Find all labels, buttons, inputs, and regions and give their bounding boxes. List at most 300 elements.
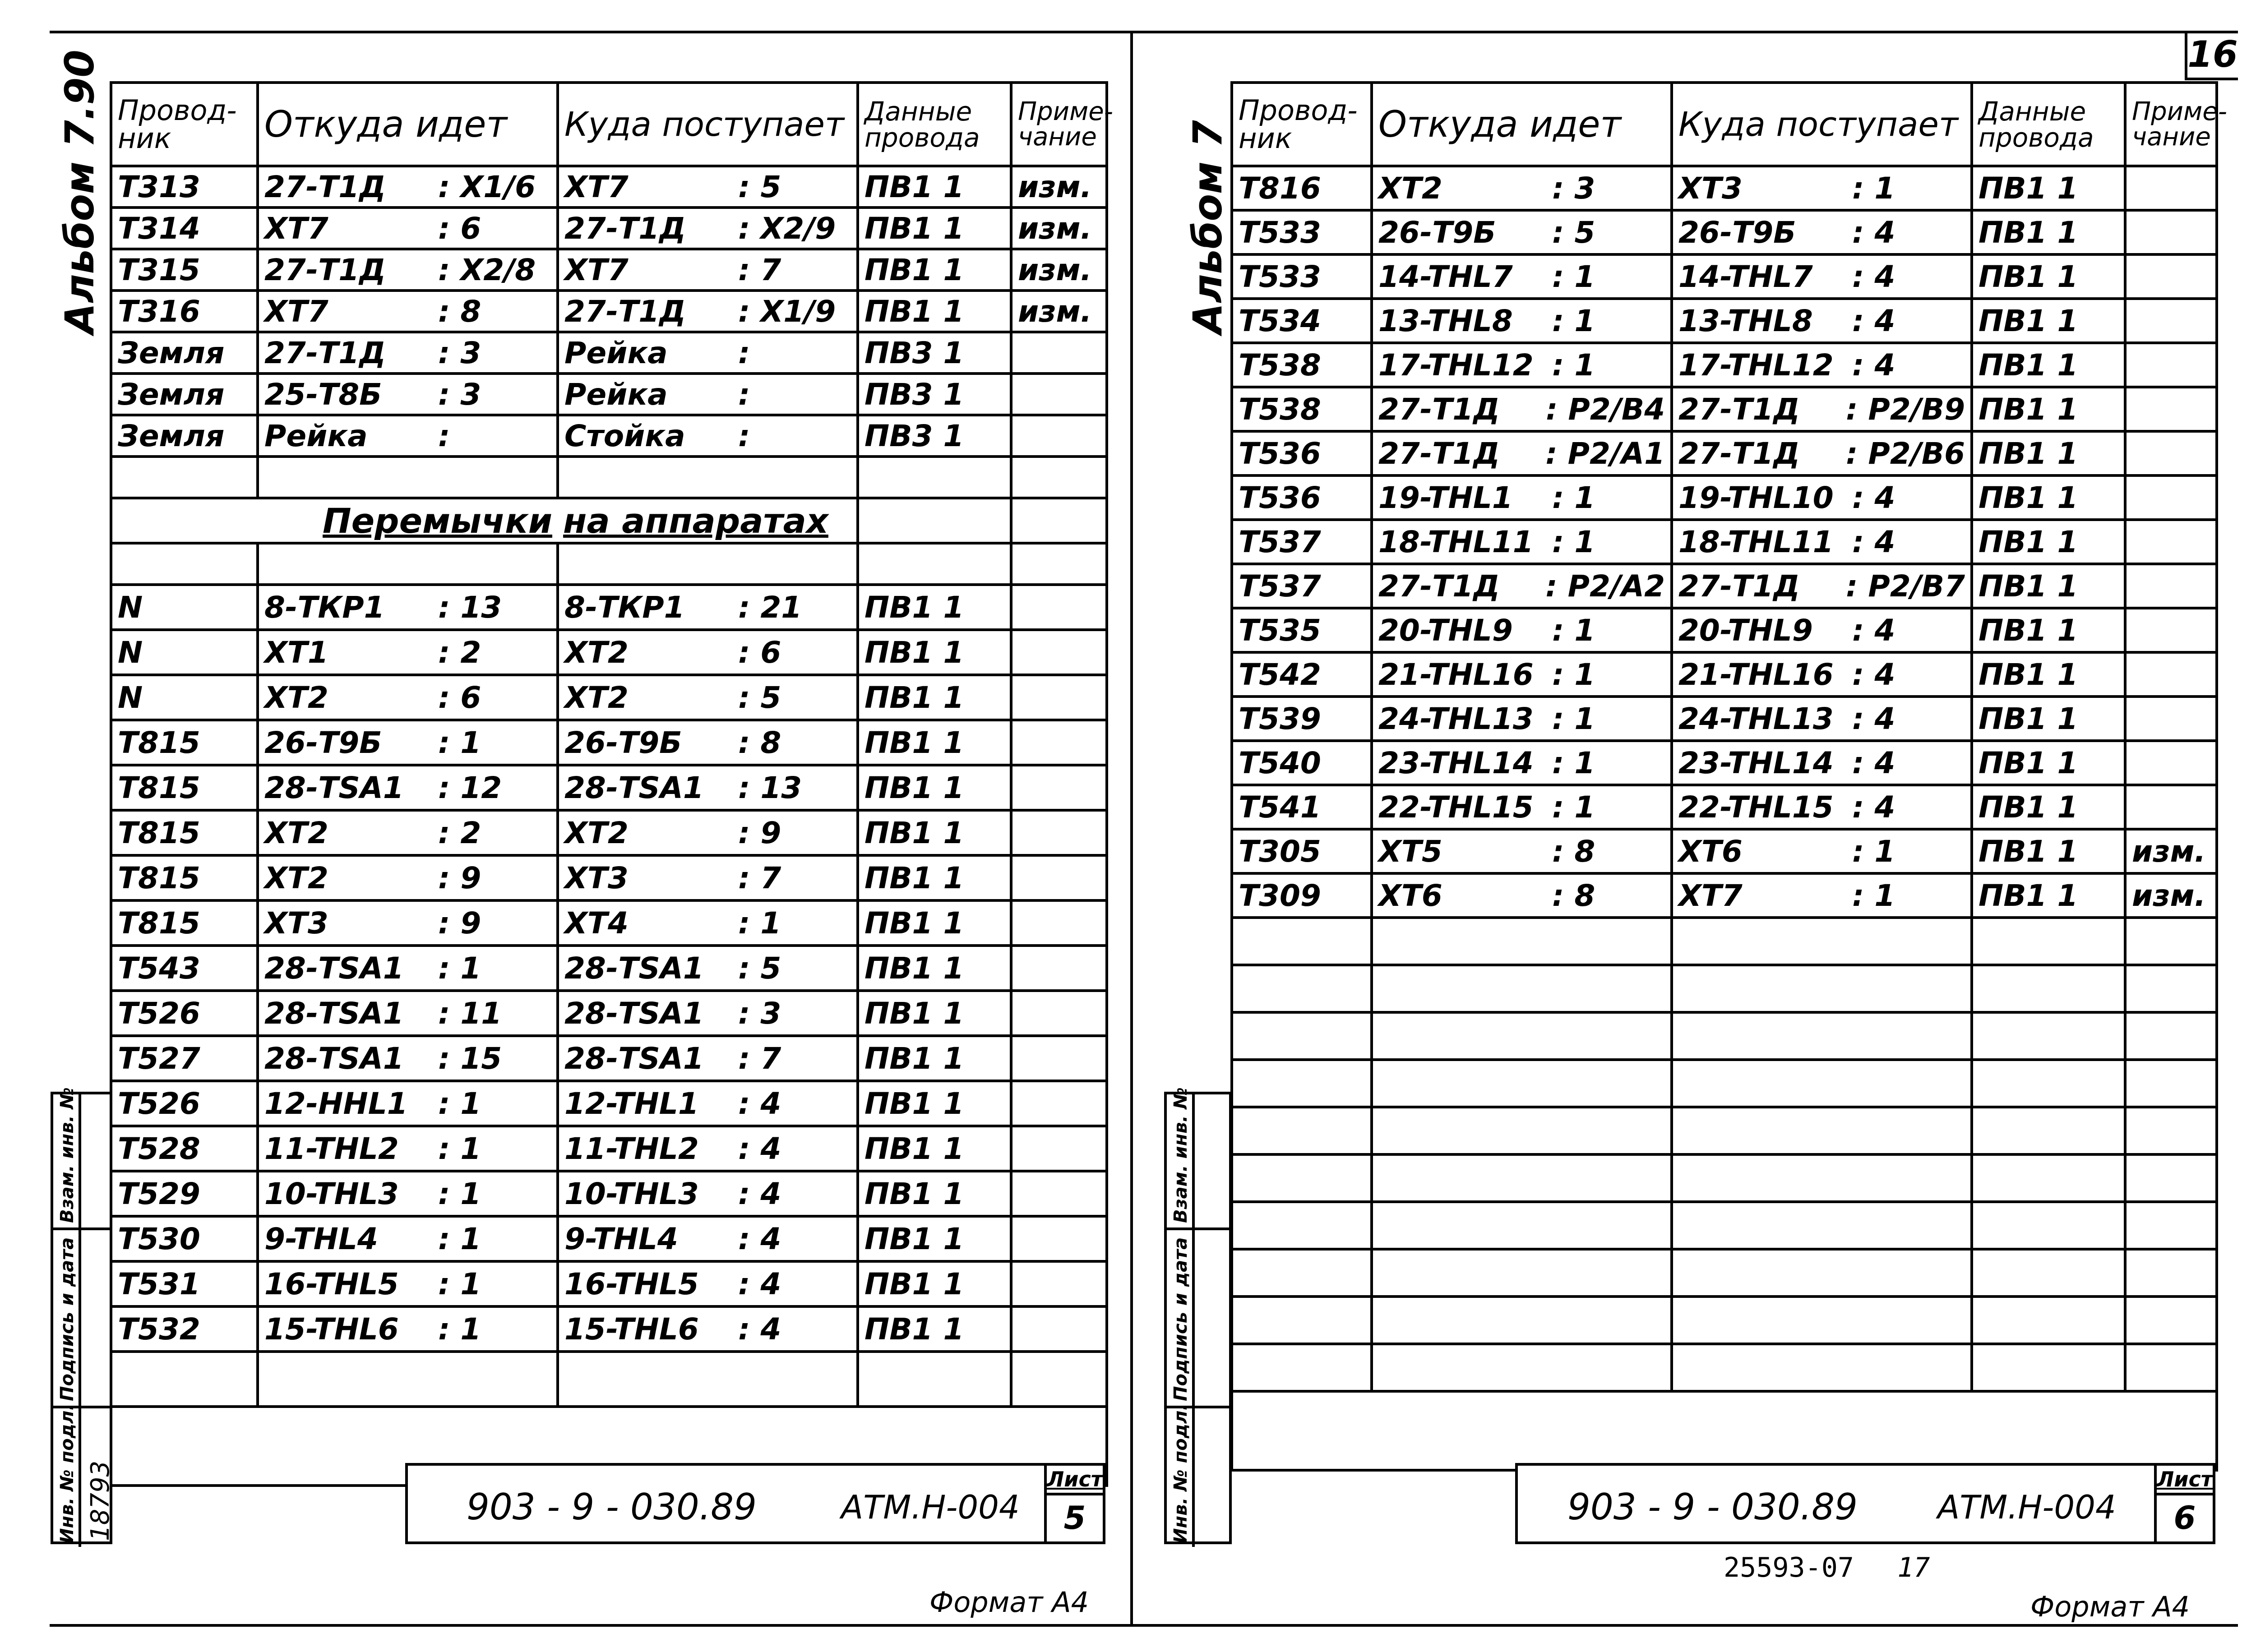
top-rule [50,31,2238,33]
left-sheet-number: 5 [1063,1500,1086,1537]
wire-text: Т528 [118,1131,200,1166]
from-pin: : Х1/6 [438,169,536,204]
wire-cell [111,675,258,720]
to-cell [558,765,858,810]
to-cell [558,946,858,991]
to-pin: : 4 [738,1221,781,1256]
to-component: ХТ4 [564,905,629,941]
from-cell [1372,608,1672,652]
to-cell [558,855,858,900]
to-pin: : Р2/В7 [1846,568,1965,604]
wire-text: Т815 [118,860,200,895]
wire-cell [1232,652,1372,697]
header-from: Откуда идет [1372,83,1672,166]
table-row [111,720,1107,765]
wire-data: ПВ1 1 [864,860,964,895]
to-cell [1672,475,1972,520]
wire-cell [111,291,258,332]
wire-cell [1232,210,1372,254]
table-row [1232,608,2217,652]
wire-data-cell [858,1126,1011,1171]
from-component: ХТ7 [264,211,328,246]
wire-data: ПВ1 1 [864,770,964,805]
wire-data-cell [858,415,1011,457]
to-component: ХТ7 [564,169,629,204]
right-header-row [1232,83,2217,166]
to-pin: : 4 [1852,657,1895,692]
wire-text: N [118,635,143,670]
to-pin: : 8 [738,725,781,760]
wire-text: Т540 [1239,745,1321,780]
wire-data: ПВ3 1 [864,335,964,370]
to-cell [558,374,858,415]
to-pin: : Р2/В6 [1846,436,1965,471]
wire-data-cell [1972,210,2125,254]
wire-cell [111,810,258,855]
from-component: 17-THL12 [1378,347,1534,383]
wire-data-cell [858,332,1011,374]
to-cell [1672,652,1972,697]
from-cell [258,900,558,946]
to-pin: : 4 [738,1311,781,1347]
note-cell [2125,652,2217,697]
from-cell [258,166,558,208]
from-component: 27-Т1Д [1378,392,1500,427]
wire-data: ПВ1 1 [864,590,964,625]
note-cell [2125,387,2217,431]
wire-text: Т542 [1239,657,1321,692]
wire-data: ПВ1 1 [1979,568,2078,604]
wire-text: Т815 [118,815,200,850]
from-pin: : 1 [438,1131,481,1166]
table-row [111,855,1107,900]
to-component: ХТ2 [564,815,629,850]
to-cell [1672,564,1972,608]
to-component: 11-THL2 [564,1131,699,1166]
left-wire-table [110,81,1113,1487]
from-pin: : Х2/8 [438,252,536,287]
from-cell [1372,741,1672,785]
header-note: Приме-чание [2125,83,2217,166]
right-side-label-1: Подпись и дата [1170,1237,1191,1401]
to-component: 18-THL11 [1678,524,1834,559]
to-cell [1672,697,1972,741]
note-text: изм. [1018,169,1092,204]
to-cell [1672,608,1972,652]
to-cell [558,1306,858,1352]
to-cell [1672,873,1972,918]
wire-data: ПВ1 1 [864,1176,964,1211]
from-cell [258,675,558,720]
wire-data: ПВ1 1 [864,1131,964,1166]
to-cell [558,208,858,249]
from-cell [258,1171,558,1216]
to-component: 15-THL6 [564,1311,699,1347]
wire-data: ПВ1 1 [1979,215,2078,250]
from-component: ХТ2 [264,815,328,850]
wire-text: Т526 [118,1086,200,1121]
from-cell [1372,299,1672,343]
note-cell [2125,343,2217,387]
empty-row [1232,965,2217,1012]
wire-text: Т533 [1239,259,1321,294]
from-component: 24-THL13 [1378,701,1534,736]
wire-cell [111,765,258,810]
from-component: ХТ1 [264,635,328,670]
table-row [1232,520,2217,564]
left-side-label-1: Подпись и дата [57,1237,78,1401]
note-text: изм. [2132,834,2206,869]
table-row [111,810,1107,855]
from-component: ХТ7 [264,294,328,329]
right-stamp-doc: АТМ.Н-004 [1937,1488,2116,1526]
wire-data: ПВ1 1 [1979,613,2078,648]
table-row [111,1126,1107,1171]
from-cell [258,1261,558,1306]
to-component: 12-THL1 [564,1086,699,1121]
wire-text: Т539 [1239,701,1321,736]
section-title-b: на аппаратах [563,500,828,541]
table-row [1232,475,2217,520]
note-cell [2125,741,2217,785]
wire-cell [111,991,258,1036]
to-pin: : [738,377,750,412]
to-pin: : 4 [1852,215,1895,250]
corner-number: 16 [2187,33,2238,75]
wire-text: N [118,680,143,715]
wire-data: ПВ1 1 [1979,524,2078,559]
to-cell [558,1036,858,1081]
wire-cell [111,1216,258,1261]
wire-data: ПВ1 1 [864,1311,964,1347]
note-cell [2125,785,2217,829]
to-pin: : Х1/9 [738,294,836,329]
to-component: 27-Т1Д [564,211,686,246]
from-cell [1372,697,1672,741]
note-cell [1011,249,1107,291]
from-cell [258,415,558,457]
from-component: 11-THL2 [264,1131,399,1166]
wire-text: Т534 [1239,303,1321,338]
wire-data: ПВ1 1 [1979,392,2078,427]
to-cell [558,249,858,291]
to-pin: : 4 [1852,347,1895,383]
from-pin: : 1 [1552,613,1595,648]
to-cell [558,1171,858,1216]
wire-cell [111,855,258,900]
to-cell [558,291,858,332]
to-component: 10-THL3 [564,1176,699,1211]
corner-number-box [2185,31,2238,80]
table-row [1232,829,2217,873]
from-cell [1372,652,1672,697]
wire-data: ПВ1 1 [864,169,964,204]
stamp-row [1232,1391,2217,1470]
from-cell [1372,475,1672,520]
from-cell [1372,343,1672,387]
wire-text: Т527 [118,1041,200,1076]
wire-text: Т536 [1239,480,1321,515]
from-cell [258,1081,558,1126]
from-cell [258,946,558,991]
to-component: 28-ТSА1 [564,951,704,986]
note-cell [1011,765,1107,810]
from-cell [1372,520,1672,564]
to-pin: : 21 [738,590,802,625]
wire-data: ПВ1 1 [864,1266,964,1301]
header-note: Приме-чание [1011,83,1107,166]
to-component: 23-THL14 [1678,745,1834,780]
wire-text: Т536 [1239,436,1321,471]
wire-text: Т537 [1239,568,1321,604]
header-to: Куда поступает [1672,83,1972,166]
wire-cell [111,166,258,208]
to-pin: : 4 [1852,480,1895,515]
wire-cell [1232,697,1372,741]
note-cell [2125,210,2217,254]
to-pin: : 4 [1852,745,1895,780]
wire-text: Т535 [1239,613,1321,648]
to-component: ХТ6 [1678,834,1743,869]
wire-cell [1232,785,1372,829]
wire-data: ПВ1 1 [864,294,964,329]
table-row [111,166,1107,208]
from-pin: : 8 [1552,834,1595,869]
table-row [111,675,1107,720]
to-pin: : 4 [1852,259,1895,294]
bottom-rule [50,1624,2238,1627]
from-component: 25-Т8Б [264,377,382,412]
to-cell [1672,829,1972,873]
wire-cell [111,1126,258,1171]
wire-data-cell [858,946,1011,991]
to-pin: : 4 [1852,303,1895,338]
right-sheet-label: Лист [2157,1466,2213,1495]
note-cell [2125,475,2217,520]
note-text: изм. [1018,294,1092,329]
wire-data-cell [858,585,1011,630]
wire-cell [111,585,258,630]
table-row [1232,254,2217,299]
note-cell [2125,697,2217,741]
wire-data: ПВ1 1 [1979,834,2078,869]
wire-data: ПВ1 1 [1979,789,2078,825]
to-component: ХТ3 [564,860,629,895]
wire-data-cell [858,291,1011,332]
wire-data-cell [858,374,1011,415]
note-cell [1011,1171,1107,1216]
right-album-label: Альбом 7 [1184,120,1231,334]
left-sheet-label: Лист [1047,1466,1103,1495]
table-row [1232,387,2217,431]
to-cell [1672,166,1972,210]
wire-data-cell [1972,652,2125,697]
to-pin: : 1 [1852,171,1895,206]
wire-cell [1232,431,1372,475]
to-component: 13-THL8 [1678,303,1813,338]
wire-cell [111,630,258,675]
from-component: 26-Т9Б [1378,215,1496,250]
from-component: 28-ТSА1 [264,996,404,1031]
to-component: 27-Т1Д [1678,436,1800,471]
wire-cell [111,415,258,457]
to-cell [1672,741,1972,785]
note-cell [2125,520,2217,564]
wire-text: Т532 [118,1311,200,1347]
from-pin: : [438,418,450,453]
wire-text: Т530 [118,1221,200,1256]
note-cell [2125,608,2217,652]
to-component: ХТ3 [1678,171,1743,206]
left-side-label-0: Инв. № подл. [57,1403,78,1543]
right-side-label-2: Взам. инв. № [1170,1087,1191,1223]
to-cell [1672,785,1972,829]
wire-data-cell [1972,299,2125,343]
note-cell [1011,630,1107,675]
wire-cell [1232,387,1372,431]
wire-data-cell [1972,785,2125,829]
table-row [111,946,1107,991]
wire-data: ПВ3 1 [864,418,964,453]
empty-row [1232,1012,2217,1060]
to-pin: : 4 [738,1176,781,1211]
from-component: ХТ6 [1378,878,1442,913]
section-title-row [111,498,1107,543]
wire-data: ПВ1 1 [1979,480,2078,515]
wire-text: Земля [118,377,225,412]
wire-cell [111,208,258,249]
from-component: 26-Т9Б [264,725,382,760]
table-row [1232,431,2217,475]
note-cell [1011,415,1107,457]
empty-row [1232,1060,2217,1107]
note-cell [1011,1216,1107,1261]
left-side-label-2: Взам. инв. № [57,1087,78,1223]
wire-cell [111,900,258,946]
archive-page: 17 [1897,1552,1930,1583]
wire-data-cell [1972,166,2125,210]
from-cell [258,765,558,810]
section-title-a: Перемычки [323,500,552,541]
from-cell [258,1036,558,1081]
from-component: 20-THL9 [1378,613,1513,648]
to-pin: : 7 [738,1041,781,1076]
wire-text: Т533 [1239,215,1321,250]
empty-row [111,457,1107,498]
to-component: 14-THL7 [1678,259,1813,294]
from-pin: : Р2/В4 [1546,392,1665,427]
left-sheet-box [1044,1466,1103,1541]
table-row [111,991,1107,1036]
wire-cell [111,249,258,291]
to-cell [1672,431,1972,475]
table-row [111,208,1107,249]
note-text: изм. [1018,211,1092,246]
note-cell [1011,1081,1107,1126]
from-pin: : 11 [438,996,502,1031]
to-cell [558,415,858,457]
to-pin: : Х2/9 [738,211,836,246]
empty-row [1232,1249,2217,1297]
from-component: 28-ТSА1 [264,1041,404,1076]
wire-data: ПВ1 1 [1979,657,2078,692]
wire-data-cell [858,166,1011,208]
wire-text: Т815 [118,770,200,805]
note-cell [2125,166,2217,210]
wire-data-cell [858,991,1011,1036]
to-cell [558,1081,858,1126]
wire-data-cell [1972,873,2125,918]
wire-data: ПВ1 1 [864,635,964,670]
table-row [1232,697,2217,741]
from-pin: : 1 [1552,789,1595,825]
from-component: ХТ2 [264,680,328,715]
empty-row [1232,1202,2217,1249]
to-component: 28-ТSА1 [564,1041,704,1076]
from-component: 18-THL11 [1378,524,1534,559]
from-cell [1372,431,1672,475]
wire-cell [111,374,258,415]
from-component: 27-Т1Д [264,252,386,287]
note-cell [2125,829,2217,873]
to-cell [1672,299,1972,343]
note-cell [1011,1261,1107,1306]
right-wire-table [1230,81,2227,1472]
wire-data-cell [858,1216,1011,1261]
table-row [1232,785,2217,829]
wire-cell [111,946,258,991]
from-cell [1372,254,1672,299]
empty-row [1232,1344,2217,1391]
from-pin: : 9 [438,860,481,895]
wire-cell [111,332,258,374]
from-cell [258,332,558,374]
to-pin: : 5 [738,169,781,204]
from-pin: : 6 [438,680,481,715]
left-side-stamp [51,1087,115,1544]
wire-data-cell [858,810,1011,855]
to-component: 26-Т9Б [564,725,682,760]
left-title-block [405,1463,1105,1544]
note-text: изм. [2132,878,2206,913]
wire-data-cell [1972,387,2125,431]
left-format: Формат А4 [929,1586,1089,1619]
from-pin: : 2 [438,635,481,670]
from-pin: : 1 [438,1176,481,1211]
from-pin: : 1 [1552,303,1595,338]
wire-data: ПВ1 1 [864,905,964,941]
wire-data-cell [858,1081,1011,1126]
wire-text: Т541 [1239,789,1321,825]
wire-text: Т543 [118,951,200,986]
table-row [1232,873,2217,918]
wire-data-cell [858,1036,1011,1081]
wire-data-cell [858,1261,1011,1306]
right-sheet-number: 6 [2173,1500,2196,1537]
from-cell [1372,210,1672,254]
to-component: ХТ2 [564,635,629,670]
to-pin: : [738,335,750,370]
table-row [111,249,1107,291]
right-side-label-0: Инв. № подл. [1170,1403,1191,1543]
wire-data: ПВ1 1 [1979,745,2078,780]
to-component: 28-ТSА1 [564,770,704,805]
from-component: 23-THL14 [1378,745,1534,780]
from-component: 28-ТSА1 [264,951,404,986]
from-component: 14-THL7 [1378,259,1513,294]
from-pin: : 1 [1552,701,1595,736]
table-row [111,585,1107,630]
